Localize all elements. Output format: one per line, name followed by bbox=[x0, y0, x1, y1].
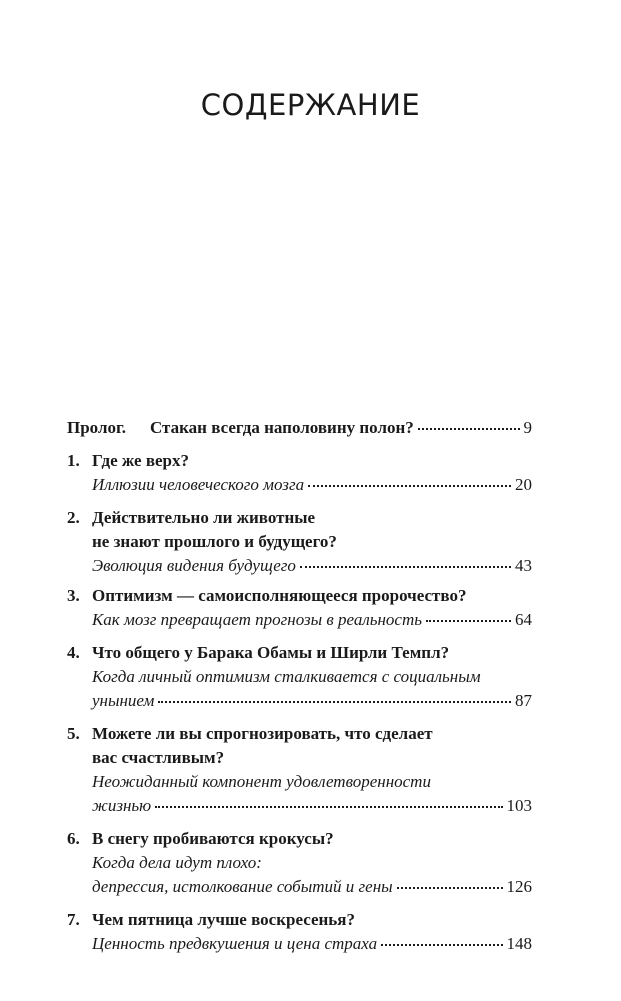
page-number: 64 bbox=[515, 610, 532, 629]
chapter-title: Что общего у Барака Обамы и Ширли Темпл? bbox=[92, 643, 450, 662]
chapter-number: 1. bbox=[67, 451, 80, 470]
dot-leader bbox=[397, 886, 503, 889]
chapter-subtitle: Как мозг превращает прогнозы в реальность bbox=[92, 610, 422, 629]
chapter-title: вас счастливым? bbox=[92, 748, 225, 767]
chapter-number: 3. bbox=[67, 586, 80, 605]
chapter-title: В снегу пробиваются крокусы? bbox=[92, 829, 334, 848]
toc-entry-chapter-3[interactable] bbox=[67, 584, 532, 632]
chapter-title: Оптимизм — самоисполняющееся пророчество? bbox=[92, 586, 467, 605]
chapter-subtitle: Эволюция видения будущего bbox=[92, 556, 296, 575]
toc-entry-chapter-5[interactable] bbox=[67, 722, 532, 818]
page-number: 103 bbox=[506, 796, 532, 815]
chapter-subtitle: Когда личный оптимизм сталкивается с социальным bbox=[92, 667, 481, 686]
chapter-number: 2. bbox=[67, 508, 80, 527]
chapter-title: Чем пятница лучше воскресенья? bbox=[92, 910, 355, 929]
chapter-subtitle: депрессия, истолкование событий и гены bbox=[92, 877, 393, 896]
page-number: 87 bbox=[515, 691, 532, 710]
page-number: 20 bbox=[515, 475, 532, 494]
chapter-subtitle: Неожиданный компонент удовлетворенности bbox=[92, 772, 431, 791]
dot-leader bbox=[155, 805, 502, 808]
chapter-subtitle: унынием bbox=[92, 691, 155, 710]
toc-entry-chapter-7[interactable] bbox=[67, 908, 532, 956]
dot-leader bbox=[381, 943, 502, 946]
chapter-subtitle: Иллюзии человеческого мозга bbox=[92, 475, 305, 494]
toc-entry-chapter-4[interactable] bbox=[67, 641, 532, 713]
toc-entry-chapter-6[interactable] bbox=[67, 827, 532, 899]
dot-leader bbox=[158, 700, 511, 703]
page-title: СОДЕРЖАНИЕ bbox=[200, 88, 421, 122]
page-number: 148 bbox=[506, 934, 532, 953]
dot-leader bbox=[426, 619, 511, 622]
dot-leader bbox=[418, 427, 520, 430]
page-number: 43 bbox=[515, 556, 532, 575]
prologue-label: Пролог. bbox=[67, 418, 127, 437]
page-number: 9 bbox=[523, 418, 532, 437]
toc-entry-prologue[interactable] bbox=[67, 416, 532, 440]
page-number: 126 bbox=[506, 877, 532, 896]
table-of-contents bbox=[67, 416, 532, 965]
chapter-number: 6. bbox=[67, 829, 80, 848]
chapter-title: Можете ли вы спрогнозировать, что сделает bbox=[92, 724, 433, 743]
chapter-title: не знают прошлого и будущего? bbox=[92, 532, 337, 551]
chapter-subtitle: Когда дела идут плохо: bbox=[92, 853, 262, 872]
dot-leader bbox=[300, 565, 511, 568]
chapter-title: Действительно ли животные bbox=[92, 508, 316, 527]
toc-line bbox=[67, 416, 532, 440]
toc-entry-chapter-1[interactable] bbox=[67, 449, 532, 497]
chapter-number: 7. bbox=[67, 910, 80, 929]
chapter-subtitle: Ценность предвкушения и цена страха bbox=[92, 934, 378, 953]
toc-entry-chapter-2[interactable] bbox=[67, 506, 532, 578]
prologue-title: Стакан всегда наполовину полон? bbox=[150, 418, 414, 437]
chapter-number: 4. bbox=[67, 643, 80, 662]
dot-leader bbox=[308, 484, 511, 487]
chapter-subtitle: жизнью bbox=[92, 796, 152, 815]
chapter-title: Где же верх? bbox=[92, 451, 190, 470]
chapter-number: 5. bbox=[67, 724, 80, 743]
